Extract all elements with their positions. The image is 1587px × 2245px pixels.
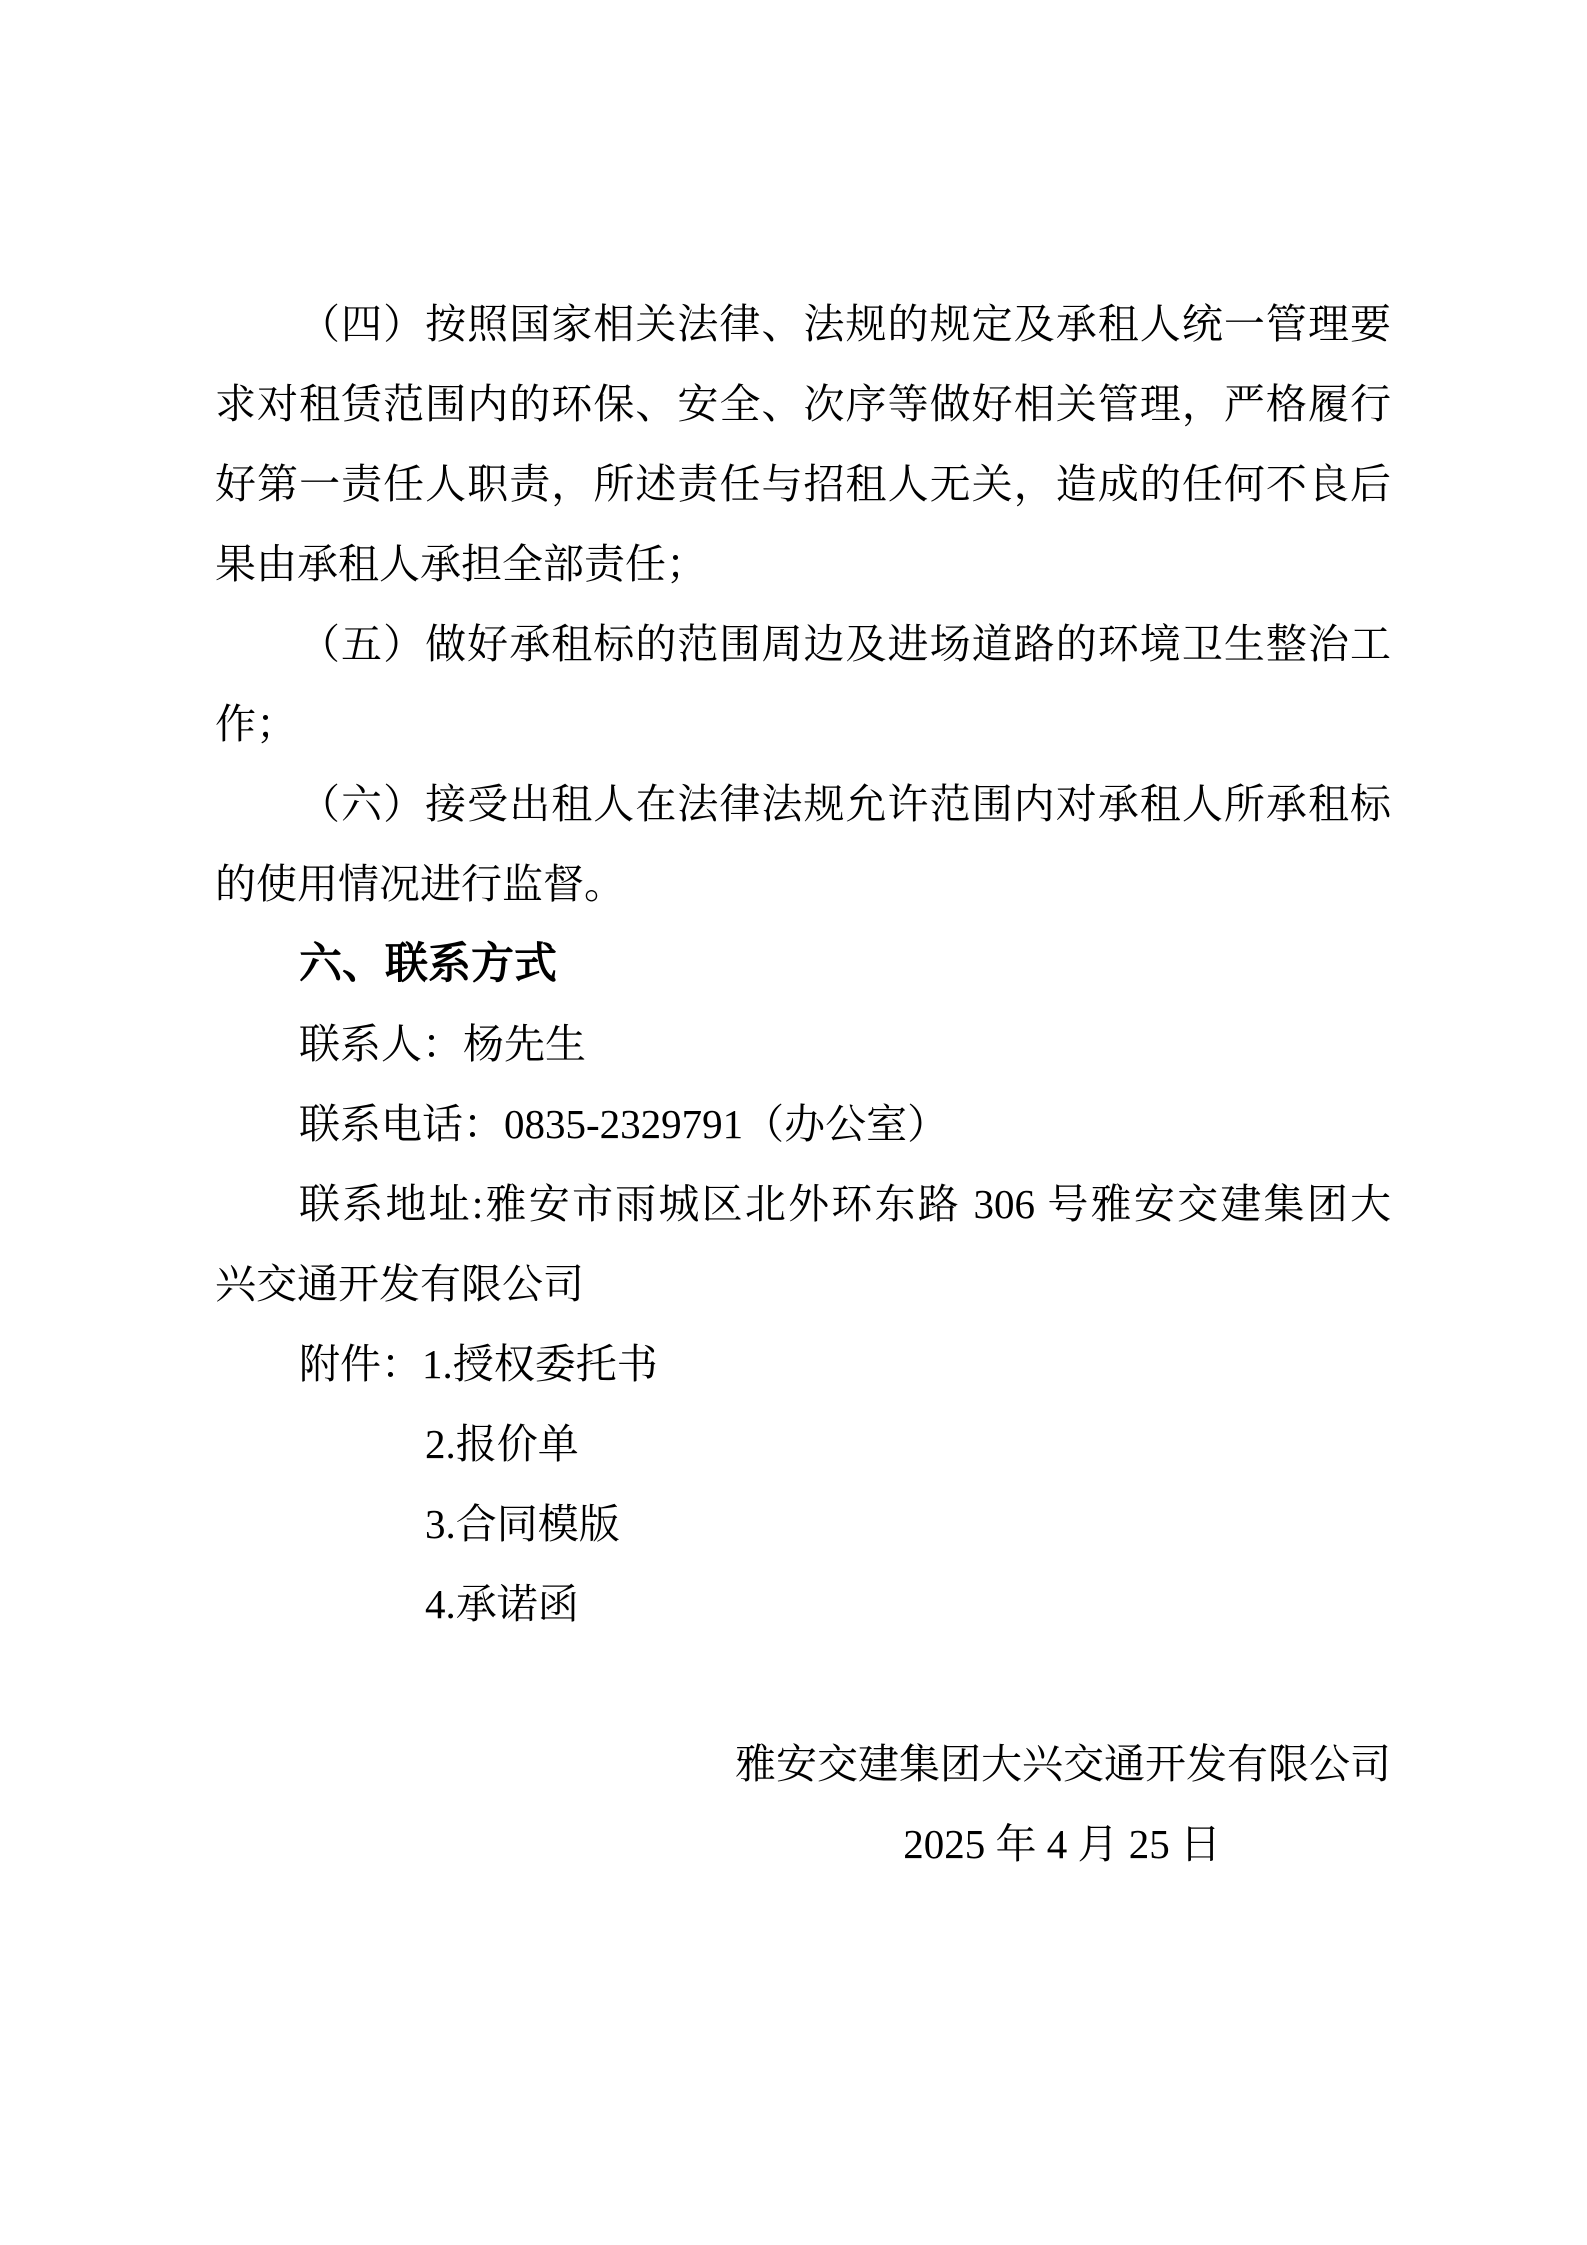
contact-address-line: 联系地址:雅安市雨城区北外环东路 306 号雅安交建集团大 xyxy=(299,1181,1391,1227)
signature-company-line: 雅安交建集团大兴交通开发有限公司 xyxy=(735,1741,1391,1787)
clause-5-line: 作； xyxy=(215,701,297,747)
attachment-item-line: 2.报价单 xyxy=(425,1421,579,1467)
attachment-item-line: 3.合同模版 xyxy=(425,1501,620,1547)
contact-address-line: 兴交通开发有限公司 xyxy=(215,1261,584,1307)
clause-4-line: 求对租赁范围内的环保、安全、次序等做好相关管理，严格履行 xyxy=(215,381,1391,427)
clause-5-line: （五）做好承租标的范围周边及进场道路的环境卫生整治工 xyxy=(299,621,1391,667)
contact-phone-line: 联系电话：0835-2329791（办公室） xyxy=(299,1101,949,1147)
clause-4-line: （四）按照国家相关法律、法规的规定及承租人统一管理要 xyxy=(299,301,1391,347)
section-heading-contact: 六、联系方式 xyxy=(299,940,557,988)
clause-6-line: （六）接受出租人在法律法规允许范围内对承租人所承租标 xyxy=(299,781,1391,827)
clause-4-line: 果由承租人承担全部责任； xyxy=(215,541,707,587)
document-body xyxy=(215,284,1391,1884)
contact-person-line: 联系人：杨先生 xyxy=(299,1021,586,1067)
attachments-line: 附件：1.授权委托书 xyxy=(299,1341,658,1387)
signature-date-line: 2025 年 4 月 25 日 xyxy=(903,1821,1221,1867)
spacer-line xyxy=(215,1644,1391,1724)
clause-6-line: 的使用情况进行监督。 xyxy=(215,861,625,907)
clause-4-line: 好第一责任人职责，所述责任与招租人无关，造成的任何不良后 xyxy=(215,461,1391,507)
attachment-item-line: 4.承诺函 xyxy=(425,1581,579,1627)
